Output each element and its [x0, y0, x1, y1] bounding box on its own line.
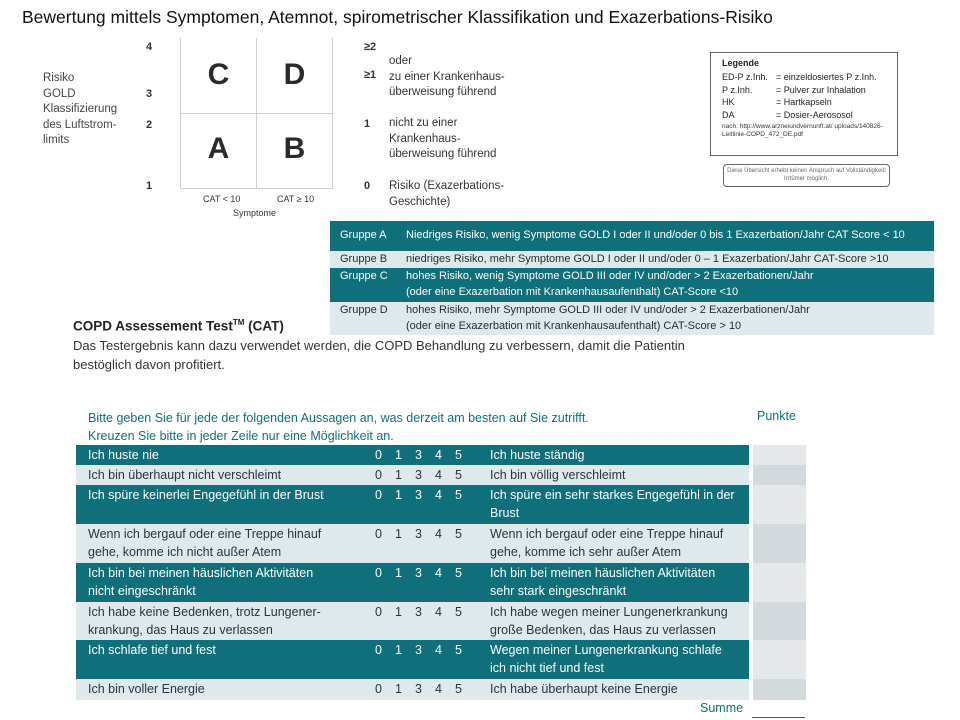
legend-value: = Dosier-Aerososol — [776, 109, 853, 120]
scale-option-3[interactable]: 3 — [415, 643, 422, 657]
risk-high-text: oder zu einer Krankenhaus- überweisung führend — [389, 55, 505, 98]
cat-row — [76, 524, 806, 563]
scale-option-4[interactable]: 4 — [435, 488, 442, 502]
cat-score-scale — [368, 603, 485, 639]
cat-right-statement: Ich bin völlig verschleimt — [490, 468, 626, 482]
risk-0: 0 — [364, 180, 371, 192]
cat-row — [76, 485, 806, 524]
risk-axis-label: Risiko (Exazerbations- Geschichte) — [389, 180, 505, 208]
cat-score-scale — [368, 446, 485, 464]
cat-row — [76, 465, 806, 485]
scale-option-4[interactable]: 4 — [435, 468, 442, 482]
page-title: Bewertung mittels Symptomen, Atemnot, spirometrischer Klassifikation und Exazerbations-Risiko — [22, 7, 773, 27]
matrix-middle-line — [180, 113, 333, 114]
risk-ge1: ≥1 — [364, 69, 377, 81]
cat-left-statement: Ich bin voller Energie — [88, 682, 205, 696]
disclaimer-box: Diese Übersicht erhebt keinen Anspruch auf Vollständigkeit! Irrtümer möglich. — [723, 164, 890, 187]
scale-option-4[interactable]: 4 — [435, 448, 442, 462]
legend-key: DA — [722, 109, 735, 120]
scale-option-5[interactable]: 5 — [455, 605, 462, 619]
scale-option-1[interactable]: 1 — [395, 605, 402, 619]
cat-row-content — [76, 445, 749, 465]
scale-option-1[interactable]: 1 — [395, 643, 402, 657]
scale-option-3[interactable]: 3 — [415, 605, 422, 619]
cat-score-scale — [368, 525, 485, 561]
cat-row — [76, 602, 806, 640]
group-description: Niedriges Risiko, wenig Symptome GOLD I oder II und/oder 0 bis 1 Exazerbation/Jahr CAT Score < 10 — [406, 229, 905, 241]
cat-row — [76, 563, 806, 602]
cat-score-scale — [368, 641, 485, 677]
scale-option-4[interactable]: 4 — [435, 682, 442, 696]
scale-option-5[interactable]: 5 — [455, 566, 462, 580]
scale-option-0[interactable]: 0 — [375, 605, 382, 619]
legend-source: nach: http://www.arzneiundvernunft.at/ uploads/140826-Leitlinie-COPD_472_DE.pdf — [722, 123, 883, 139]
cat-left-statement: Ich huste nie — [88, 448, 159, 462]
scale-option-5[interactable]: 5 — [455, 527, 462, 541]
gold-tick-3: 3 — [146, 88, 153, 100]
group-row-d — [330, 302, 934, 335]
summe-field[interactable] — [752, 717, 805, 718]
scale-option-0[interactable]: 0 — [375, 643, 382, 657]
cat-left-statement: Ich habe keine Bedenken, trotz Lungener- krankung, das Haus zu verlassen — [88, 605, 321, 637]
punkte-field[interactable] — [753, 445, 806, 465]
cat-high-label: CAT ≥ 10 — [277, 194, 315, 204]
punkte-header: Punkte — [757, 409, 796, 423]
cat-row-content — [76, 524, 749, 563]
symptome-label: Symptome — [233, 208, 277, 218]
cat-left-statement: Wenn ich bergauf oder eine Treppe hinauf gehe, komme ich nicht außer Atem — [88, 527, 322, 559]
scale-option-5[interactable]: 5 — [455, 468, 462, 482]
instruction-line: Bitte geben Sie für jede der folgenden Aussagen an, was derzeit am besten auf Sie zutrifft. — [88, 411, 589, 425]
legend-value: = Pulver zur Inhalation — [776, 84, 866, 95]
cat-score-scale — [368, 680, 485, 698]
cat-row-content — [76, 640, 749, 679]
cat-left-statement: Ich schlafe tief und fest — [88, 643, 216, 657]
group-row-c — [330, 268, 934, 302]
scale-option-5[interactable]: 5 — [455, 448, 462, 462]
scale-option-4[interactable]: 4 — [435, 605, 442, 619]
punkte-field[interactable] — [753, 602, 806, 640]
scale-option-3[interactable]: 3 — [415, 468, 422, 482]
gold-tick-1: 1 — [146, 180, 153, 192]
trademark-mark: TM — [232, 318, 245, 327]
cat-right-statement: Ich bin bei meinen häuslichen Aktivitäten sehr stark eingeschränkt — [490, 566, 716, 598]
cat-table — [76, 445, 806, 700]
cat-right-statement: Ich spüre ein sehr starkes Engegefühl in der Brust — [490, 488, 735, 520]
scale-option-4[interactable]: 4 — [435, 527, 442, 541]
scale-option-4[interactable]: 4 — [435, 566, 442, 580]
cat-title-text: COPD Assessement Test — [73, 318, 233, 334]
punkte-field[interactable] — [753, 465, 806, 485]
group-row-b — [330, 251, 934, 269]
cat-left-statement: Ich spüre keinerlei Engegefühl in der Brust — [88, 488, 324, 502]
scale-option-1[interactable]: 1 — [395, 468, 402, 482]
punkte-field[interactable] — [753, 485, 806, 524]
instruction-line: Kreuzen Sie bitte in jeder Zeile nur eine Möglichkeit an. — [88, 429, 394, 443]
risk-1: 1 — [364, 118, 371, 130]
punkte-field[interactable] — [753, 640, 806, 679]
risk-low-text: nicht zu einer Krankenhaus- überweisung führend — [389, 117, 497, 160]
scale-option-5[interactable]: 5 — [455, 488, 462, 502]
cat-row — [76, 679, 806, 700]
cat-left-statement: Ich bin bei meinen häuslichen Aktivitäten nicht eingeschränkt — [88, 566, 314, 598]
cat-row-content — [76, 563, 749, 602]
legend-row — [722, 96, 897, 109]
scale-option-0[interactable]: 0 — [375, 527, 382, 541]
gold-axis-label: Risiko GOLD Klassifizierung des Luftstrom- limits — [43, 72, 118, 146]
scale-option-4[interactable]: 4 — [435, 643, 442, 657]
scale-option-0[interactable]: 0 — [375, 682, 382, 696]
scale-option-0[interactable]: 0 — [375, 488, 382, 502]
punkte-field[interactable] — [753, 563, 806, 602]
scale-option-0[interactable]: 0 — [375, 566, 382, 580]
legend-value: = einzeldosiertes P z.Inh. — [776, 72, 877, 82]
cat-right-statement: Ich habe überhaupt keine Energie — [490, 682, 678, 696]
cat-row — [76, 640, 806, 679]
legend-value: = Hartkapseln — [776, 97, 832, 108]
risk-ge2: ≥2 — [364, 41, 377, 53]
cat-row-content — [76, 602, 749, 640]
cat-right-statement: Ich habe wegen meiner Lungenerkrankung große Bedenken, das Haus zu verlassen — [490, 605, 728, 637]
cat-row-content — [76, 679, 749, 700]
legend-key: P z.Inh. — [722, 84, 753, 95]
group-description: hohes Risiko, mehr Symptome GOLD III oder IV und/oder > 2 Exazerbationen/Jahr (oder eine Exazerbation mit Krankenhausaufenthalt) CAT-Score > 10 — [406, 304, 810, 332]
scale-option-3[interactable]: 3 — [415, 527, 422, 541]
scale-option-3[interactable]: 3 — [415, 682, 422, 696]
scale-option-0[interactable]: 0 — [375, 468, 382, 482]
group-name: Gruppe D — [340, 304, 388, 316]
legend-row — [722, 84, 897, 97]
cat-row-content — [76, 485, 749, 524]
scale-option-3[interactable]: 3 — [415, 448, 422, 462]
cat-right-statement: Wegen meiner Lungenerkrankung schlafe ich nicht tief und fest — [490, 643, 722, 675]
legend-box — [710, 52, 898, 156]
cat-title-suffix: (CAT) — [244, 318, 284, 334]
group-description: niedriges Risiko, mehr Symptome GOLD I oder II und/oder 0 – 1 Exazerbation/Jahr CAT-Score >10 — [406, 252, 889, 265]
quadrant-c: C — [207, 58, 230, 91]
scale-option-0[interactable]: 0 — [375, 448, 382, 462]
group-name: Gruppe A — [340, 229, 387, 241]
scale-option-1[interactable]: 1 — [395, 448, 402, 462]
groups-table — [330, 221, 934, 335]
scale-option-1[interactable]: 1 — [395, 566, 402, 580]
scale-option-3[interactable]: 3 — [415, 488, 422, 502]
group-name: Gruppe B — [340, 252, 388, 265]
cat-score-scale — [368, 564, 485, 600]
legend-row — [722, 109, 897, 122]
punkte-field[interactable] — [753, 524, 806, 563]
quadrant-b: B — [283, 132, 306, 165]
cat-right-statement: Wenn ich bergauf oder eine Treppe hinauf gehe, komme ich sehr außer Atem — [490, 527, 724, 559]
legend-title: Legende — [722, 58, 760, 68]
legend-key: HK — [722, 97, 735, 108]
cat-score-scale — [368, 466, 485, 484]
quadrant-a: A — [207, 132, 230, 165]
cat-title — [73, 318, 284, 334]
cat-score-scale — [368, 486, 485, 522]
cat-intro: Das Testergebnis kann dazu verwendet werden, die COPD Behandlung zu verbessern, damit die Patientin bestöglich davon profitiert. — [73, 338, 685, 372]
quadrant-d: D — [283, 58, 306, 91]
legend-row — [722, 71, 897, 84]
scale-option-1[interactable]: 1 — [395, 527, 402, 541]
group-name: Gruppe C — [340, 270, 388, 282]
scale-option-5[interactable]: 5 — [455, 682, 462, 696]
group-row-a — [330, 221, 934, 251]
cat-left-statement: Ich bin überhaupt nicht verschleimt — [88, 468, 282, 482]
scale-option-3[interactable]: 3 — [415, 566, 422, 580]
group-description: hohes Risiko, wenig Symptome GOLD III oder IV und/oder > 2 Exazerbationen/Jahr (oder eine Exazerbation mit Krankenhausaufenthalt) CAT-Score <10 — [406, 270, 814, 298]
summe-label: Summe — [700, 701, 744, 715]
gold-tick-4: 4 — [146, 41, 153, 53]
scale-option-1[interactable]: 1 — [395, 488, 402, 502]
cat-row — [76, 445, 806, 465]
legend-key: ED-P z.Inh. — [722, 72, 768, 82]
cat-instructions — [88, 409, 589, 445]
scale-option-5[interactable]: 5 — [455, 643, 462, 657]
punkte-field[interactable] — [753, 679, 806, 700]
gold-tick-2: 2 — [146, 119, 153, 131]
cat-row-content — [76, 465, 749, 485]
cat-low-label: CAT < 10 — [203, 194, 241, 204]
cat-right-statement: Ich huste ständig — [490, 448, 585, 462]
matrix-bottom-line — [180, 188, 333, 189]
scale-option-1[interactable]: 1 — [395, 682, 402, 696]
